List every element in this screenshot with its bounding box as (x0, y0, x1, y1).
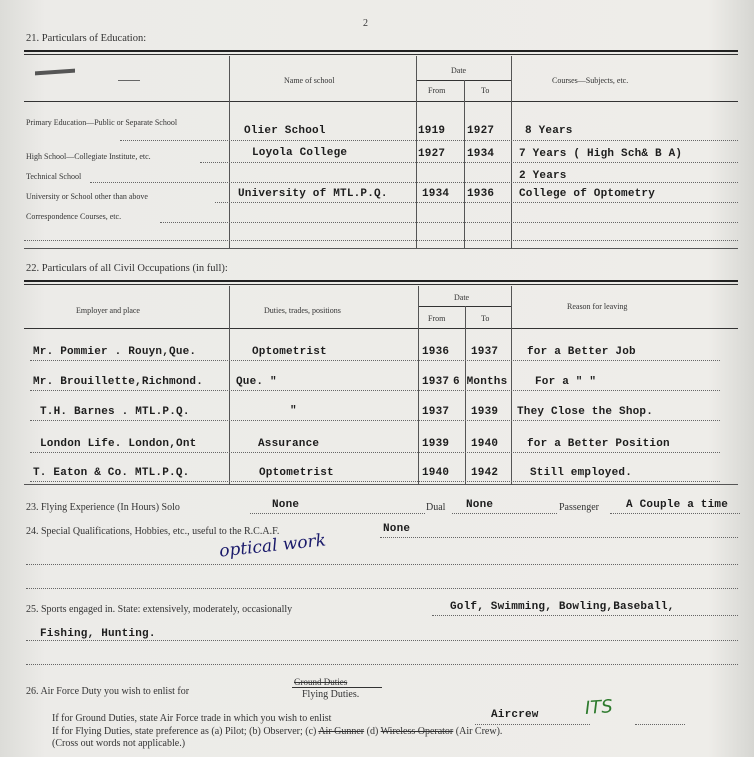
occ-to-4: 1940 (471, 438, 499, 450)
occ-duties-4: Assurance (258, 438, 320, 450)
edu-to-university: 1936 (467, 188, 495, 200)
occ-to-3: 1939 (471, 406, 499, 418)
occupations-section-title: 22. Particulars of all Civil Occupations (in full): (26, 263, 228, 274)
edu-courses-technical: 2 Years (519, 170, 567, 182)
occ-col-from: From (428, 314, 446, 323)
special-typed-value: None (383, 523, 411, 535)
occ-employer-4: London Life. London,Ont (40, 438, 197, 450)
occ-from-2: 1937 (422, 376, 450, 388)
edu-label-correspondence: Correspondence Courses, etc. (26, 212, 122, 221)
duty-label: 26. Air Force Duty you wish to enlist for (26, 686, 190, 697)
edu-to-primary: 1927 (467, 125, 495, 137)
edu-from-primary: 1919 (418, 125, 446, 137)
occ-employer-5: T. Eaton & Co. MTL.P.Q. (33, 467, 190, 479)
wireless-option: Wireless Operator (380, 726, 454, 737)
education-section-title: 21. Particulars of Education: (26, 33, 147, 44)
edu-label-primary: Primary Education—Public or Separate School (26, 118, 178, 127)
occ-col-to: To (481, 314, 490, 323)
duty-note: (Cross out words not applicable.) (52, 738, 186, 749)
flying-dual-value: None (466, 499, 494, 511)
edu-school-high: Loyola College (252, 147, 348, 159)
occ-employer-1: Mr. Pommier . Rouyn,Que. (33, 346, 197, 358)
edu-from-high: 1927 (418, 148, 446, 160)
duty-flying-text: If for Flying Duties, state preference as (a) Pilot; (b) Observer; (c) Air Gunner (d) Wireless Operator (Air Crew). (52, 726, 503, 737)
edu-col-from: From (428, 86, 446, 95)
occ-duties-1: Optometrist (252, 346, 327, 358)
occ-to-2: 6 Months (453, 376, 508, 388)
edu-from-university: 1934 (422, 188, 450, 200)
edu-col-courses: Courses—Subjects, etc. (552, 76, 629, 85)
occ-reason-3: They Close the Shop. (517, 406, 654, 418)
edu-col-to: To (481, 86, 490, 95)
duty-ground-value: Aircrew (491, 709, 539, 721)
occ-duties-2: Que. " (236, 376, 277, 388)
edu-school-university: University of MTL.P.Q. (238, 188, 388, 200)
sports-line2: Fishing, Hunting. (40, 628, 156, 640)
edu-col-date: Date (451, 66, 467, 75)
occ-duties-3: " (290, 405, 297, 417)
edu-courses-primary: 8 Years (525, 125, 573, 137)
sports-label: 25. Sports engaged in. State: extensively, moderately, occasionally (26, 604, 293, 615)
flying-passenger-label: Passenger (559, 502, 599, 513)
occ-reason-2: For a " " (535, 376, 597, 388)
flying-label: 23. Flying Experience (In Hours) Solo (26, 502, 180, 513)
air-gunner-option: Air Gunner (318, 726, 365, 737)
page-number: 2 (363, 18, 368, 29)
duty-struck-option: Ground Duties (294, 677, 348, 687)
occ-from-3: 1937 (422, 406, 450, 418)
sports-line1: Golf, Swimming, Bowling,Baseball, (450, 601, 675, 613)
special-handwritten: optical work (218, 530, 327, 562)
occ-employer-3: T.H. Barnes . MTL.P.Q. (40, 406, 190, 418)
occ-col-employer: Employer and place (76, 306, 140, 315)
occ-to-5: 1942 (471, 467, 499, 479)
occ-from-1: 1936 (422, 346, 450, 358)
occ-reason-4: for a Better Position (527, 438, 670, 450)
occ-reason-5: Still employed. (530, 467, 633, 479)
edu-school-primary: Olier School (244, 125, 326, 137)
edu-courses-high: 7 Years ( High Sch& B A) (519, 148, 683, 160)
occ-to-1: 1937 (471, 346, 499, 358)
occ-col-date: Date (454, 293, 470, 302)
occ-from-5: 1940 (422, 467, 450, 479)
edu-label-university: University or School other than above (26, 192, 148, 201)
duty-ground-text: If for Ground Duties, state Air Force trade in which you wish to enlist (52, 713, 332, 724)
occ-from-4: 1939 (422, 438, 450, 450)
occ-reason-1: for a Better Job (527, 346, 636, 358)
flying-solo-value: None (272, 499, 300, 511)
occ-duties-5: Optometrist (259, 467, 334, 479)
occ-col-reason: Reason for leaving (567, 302, 628, 311)
edu-to-high: 1934 (467, 148, 495, 160)
occ-employer-2: Mr. Brouillette,Richmond. (33, 376, 204, 388)
edu-label-high: High School—Collegiate Institute, etc. (26, 152, 151, 161)
flying-dual-label: Dual (426, 502, 446, 513)
decorative-mark (35, 69, 75, 76)
edu-courses-university: College of Optometry (519, 188, 656, 200)
special-label: 24. Special Qualifications, Hobbies, etc., useful to the R.C.A.F. (26, 526, 280, 537)
duty-choice: Flying Duties. (302, 689, 360, 700)
edu-label-technical: Technical School (26, 172, 82, 181)
duty-handwritten: ITS (584, 696, 614, 719)
flying-passenger-value: A Couple a time (626, 499, 729, 511)
edu-col-school: Name of school (284, 76, 335, 85)
occ-col-duties: Duties, trades, positions (264, 306, 341, 315)
